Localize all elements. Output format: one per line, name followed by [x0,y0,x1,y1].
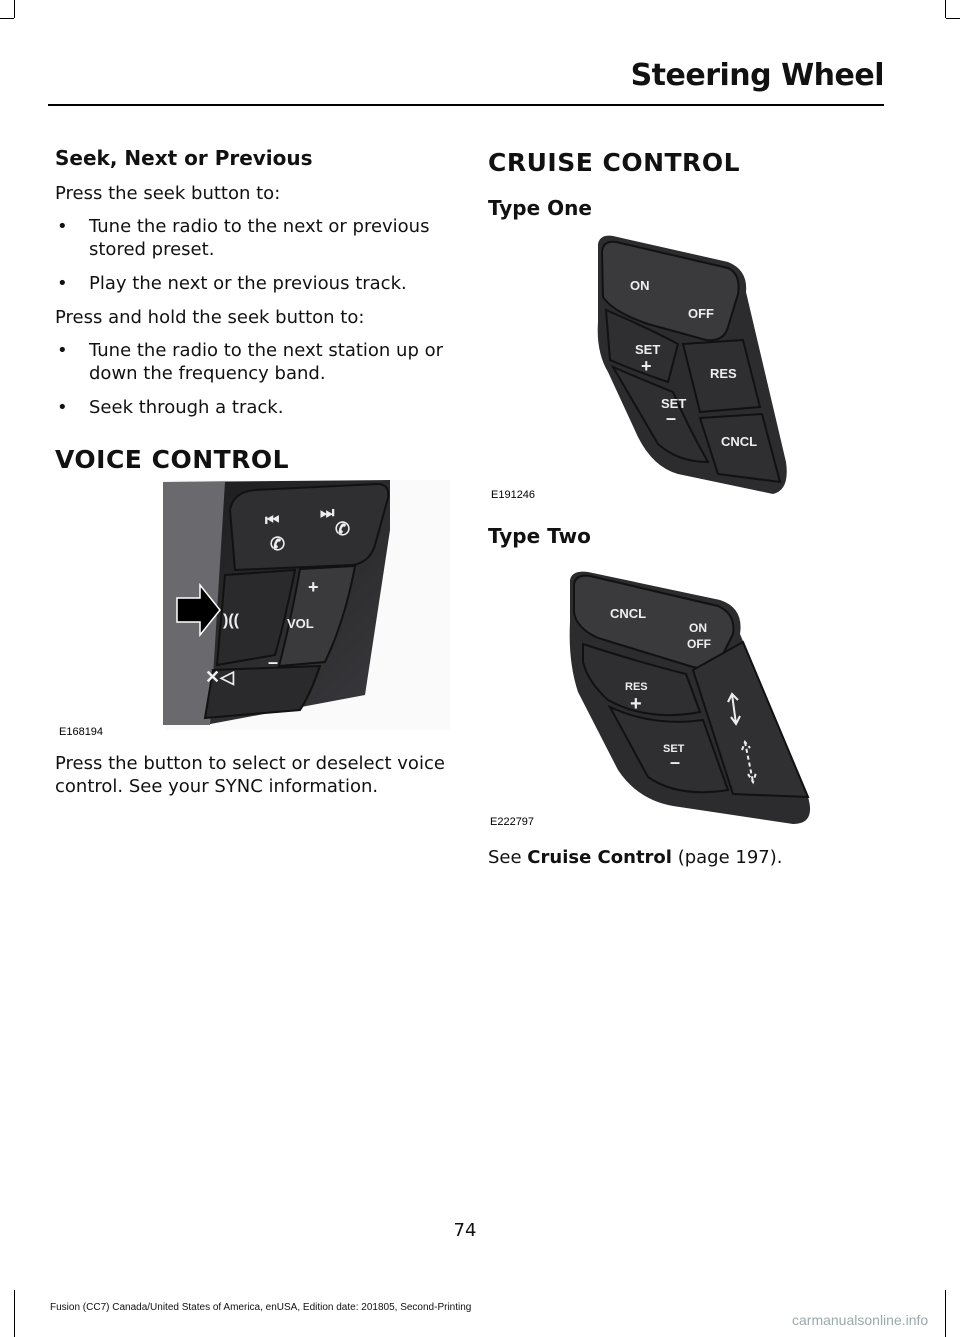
page-number: 74 [453,1220,477,1241]
off-label: OFF [688,306,714,321]
crop-mark [0,18,14,19]
on-label: ON [689,621,707,635]
crop-mark [14,1290,15,1337]
figure-code: E168194 [59,726,104,738]
set-plus-label: SET [635,342,661,357]
minus-label: – [670,752,681,772]
minus-label: – [666,408,677,428]
list-item: • Seek through a track. [55,396,450,419]
set-minus-label: SET [661,396,687,411]
res-label: RES [710,366,737,381]
watermark: carmanualsonline.info [792,1312,929,1328]
off-label: OFF [687,637,711,651]
header-divider [48,104,884,106]
minus-label: – [268,652,279,672]
vol-label: VOL [287,616,314,631]
plus-label: + [630,693,642,715]
crop-mark [14,0,15,18]
page-reference: (page 197). [671,847,783,868]
type-one-figure [488,232,828,504]
crop-mark [945,1290,946,1337]
seek-hold-list [55,339,450,419]
cruise-control-link[interactable]: Cruise Control [527,847,672,868]
cncl-label: CNCL [610,606,647,621]
list-item: • Tune the radio to the next station up or down the frequency band. [55,339,450,385]
voice-control-figure [55,470,450,742]
svg-text:✆: ✆ [270,534,286,554]
on-label: ON [630,278,650,293]
see-cruise-control-line [488,846,783,869]
type-one-heading: Type One [488,196,592,220]
plus-label: + [308,577,319,597]
steering-wheel-voice-controls-image [55,470,450,742]
cncl-label: CNCL [721,434,758,449]
seek-press-intro: Press the seek button to: [55,183,281,204]
plus-label: + [641,356,652,376]
svg-text:⏮: ⏮ [265,512,280,529]
seek-hold-intro: Press and hold the seek button to: [55,307,365,328]
seek-press-list [55,215,450,295]
list-item: • Play the next or the previous track. [55,272,450,295]
voice-control-heading: VOICE CONTROL [55,445,290,474]
crop-mark [945,0,946,18]
cruise-control-type-one-image [488,232,828,504]
list-item: • Tune the radio to the next or previous stored preset. [55,215,450,261]
type-two-heading: Type Two [488,524,591,548]
seek-heading: Seek, Next or Previous [55,146,313,170]
left-column [55,146,450,474]
res-label: RES [625,681,648,693]
svg-text:⏭: ⏭ [320,505,335,522]
figure-code: E191246 [491,489,536,501]
figure-code: E222797 [490,816,535,828]
cruise-control-type-two-image [488,562,828,834]
svg-text:✕◁: ✕◁ [205,667,234,687]
footer-edition: Fusion (CC7) Canada/United States of America, enUSA, Edition date: 201805, Second-Printing [50,1302,472,1313]
crop-mark [946,18,960,19]
set-label: SET [663,743,685,755]
cruise-control-heading: CRUISE CONTROL [488,148,740,177]
svg-text:✆: ✆ [335,519,351,539]
type-two-figure [488,562,828,834]
page-title: Steering Wheel [630,58,884,93]
voice-control-text: Press the button to select or deselect voice control. See your SYNC information. [55,753,445,797]
svg-text:)((: )(( [223,612,239,629]
see-prefix: See [488,847,528,868]
